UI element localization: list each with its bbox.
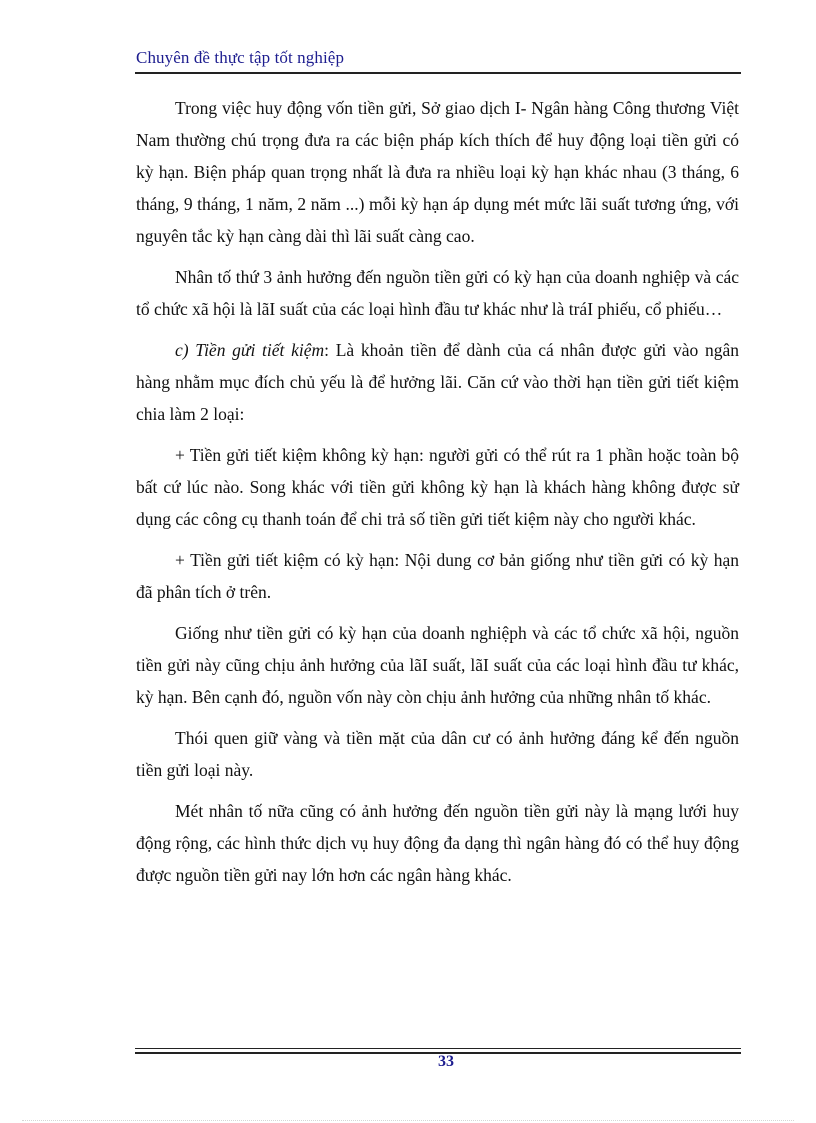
page-header-title: Chuyên đề thực tập tốt nghiệp <box>136 48 345 67</box>
paragraph-term-deposit-measures: Trong việc huy động vốn tiền gửi, Sở giao dịch I- Ngân hàng Công thương Việt Nam thường chú trọng đưa ra các biện pháp kích thích để huy động loại tiền gửi có kỳ hạn. Biện pháp quan trọng nhất là đưa ra nhiều loại kỳ hạn khác nhau (3 tháng, 6 tháng, 9 tháng, 1 năm, 2 năm ...) mỗi kỳ hạn áp dụng mét mức lãi suất tương ứng, với nguyên tắc kỳ hạn càng dài thì lãi suất càng cao. <box>136 98 739 246</box>
document-body <box>136 92 739 891</box>
header-divider <box>135 72 741 74</box>
paragraph-gold-cash-habit: Thói quen giữ vàng và tiền mặt của dân cư có ảnh hưởng đáng kể đến nguồn tiền gửi loại này. <box>136 728 739 780</box>
footer-divider-thin <box>135 1048 741 1049</box>
savings-definition-text: : Là khoản tiền để dành của cá nhân được gửi vào ngân hàng nhằm mục đích chủ yếu là để hưởng lãi. Căn cứ vào thời hạn tiền gửi tiết kiệm chia làm 2 loại: <box>136 340 739 424</box>
paragraph-influence-factors: Giống như tiền gửi có kỳ hạn của doanh nghiệph và các tổ chức xã hội, nguồn tiền gửi này cũng chịu ảnh hưởng của lãI suất, lãI suất của các loại hình đầu tư khác, kỳ hạn. Bên cạnh đó, nguồn vốn này còn chịu ảnh hưởng của những nhân tố khác. <box>136 623 739 707</box>
paragraph-savings-definition <box>136 334 739 430</box>
paragraph-network-factor: Mét nhân tố nữa cũng có ảnh hưởng đến nguồn tiền gửi này là mạng lưới huy động rộng, các hình thức dịch vụ huy động đa dạng thì ngân hàng đó có thể huy động được nguồn tiền gửi nay lớn hơn các ngân hàng khác. <box>136 801 739 885</box>
paragraph-factor-three: Nhân tố thứ 3 ảnh hưởng đến nguồn tiền gửi có kỳ hạn của doanh nghiệp và các tổ chức xã hội là lãI suất của các loại hình đầu tư khác như là tráI phiếu, cổ phiếu… <box>136 267 739 319</box>
paragraph-term-savings: + Tiền gửi tiết kiệm có kỳ hạn: Nội dung cơ bản giống như tiền gửi có kỳ hạn đã phân tích ở trên. <box>136 550 739 602</box>
page-edge-dotted-line <box>22 1120 794 1121</box>
savings-term: c) Tiền gửi tiết kiệm <box>175 340 325 360</box>
paragraph-demand-savings: + Tiền gửi tiết kiệm không kỳ hạn: người gửi có thể rút ra 1 phần hoặc toàn bộ bất cứ lúc nào. Song khác với tiền gửi không kỳ hạn là khách hàng không được sử dụng các công cụ thanh toán để chi trả số tiền gửi tiết kiệm này cho người khác. <box>136 445 739 529</box>
page-number: 33 <box>438 1053 454 1070</box>
